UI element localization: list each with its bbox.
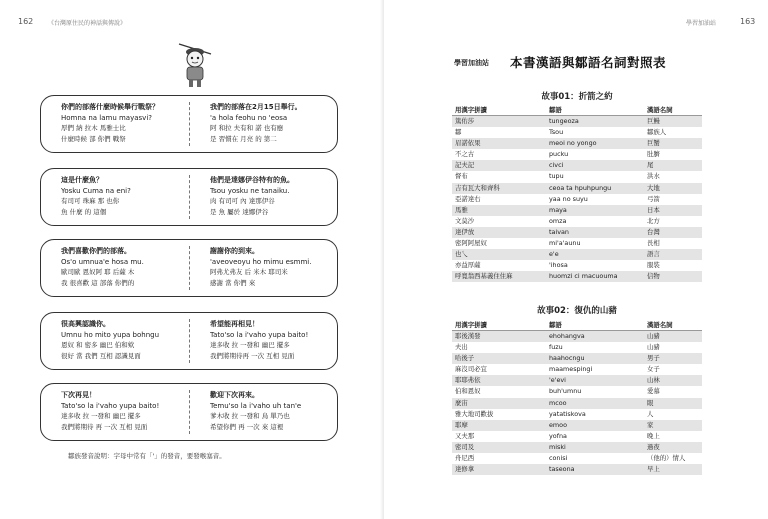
phonetic-cell: 亦益厚薩 [455,261,481,270]
dialogue-line: 達多收 拉 一發和 幽巴 擺多 [210,341,290,349]
table-row [452,138,702,149]
chinese-term-cell: 信物 [644,271,702,282]
dialogue-line: 達多收 拉 一發和 幽巴 擺多 [61,412,141,420]
dialogue-line: Homna na lamu mayasvi? [61,113,152,122]
tsou-word-cell: tupu [549,172,564,181]
page-number-left: 162 [18,17,34,26]
dialogue-line: Yosku Cuma na eni? [61,186,131,195]
tsou-word-cell: e'e [546,249,644,260]
table-row [452,183,702,194]
table-row [452,375,702,386]
chinese-term-cell: 愛慕 [647,387,660,396]
dialogue-sentence: 歡迎下次再來。 [210,391,259,399]
pronunciation-note: 鄒族發音說明：字母中常有「'」的發音，要發喉塞音。 [68,452,226,460]
dialogue-right-column [210,102,345,144]
tsou-word-cell: yaa no suyu [549,194,588,203]
table-row [452,216,702,227]
phonetic-cell: 不之古 [455,150,475,159]
phonetic-cell: 亞諾達右 [455,194,481,203]
tsou-word-cell: ehohangva [546,331,644,343]
chinese-term-cell: 山豬 [647,343,660,352]
tsou-word-cell: mi'a'aunu [549,239,581,248]
dialogue-line: Tato'so la i'vaho yupa baito! [61,401,160,410]
table-row [452,398,702,409]
table-row [452,149,702,160]
chinese-term-cell: 長相 [647,239,660,248]
table-row [452,238,702,249]
chinese-term-cell: 女子 [647,365,660,374]
tsou-word-cell: Tsou [549,128,564,137]
tsou-word-cell: maya [546,205,644,216]
chinese-term-cell: 早上 [644,464,702,475]
vocab-table [452,318,702,475]
dialogue-line: 厚們 納 拉木 馬雅士比 [61,124,126,132]
phonetic-cell: 麻沒司必宜 [455,365,487,374]
column-header: 鄒語 [546,318,644,331]
dialogue-sentence: 下次再見！ [61,391,96,399]
dialogue-line: Os'o umnua'e hosa mu. [61,257,144,266]
tsou-word-cell: 'e'evi [546,375,644,386]
dialogue-bubble [40,168,338,226]
dialogue-left-column [61,390,196,432]
page-number-right: 163 [740,17,756,26]
tsou-word-cell: omza [549,216,567,225]
dialogue-line: Temu'so la i'vaho uh tan'e [210,401,302,410]
tsou-word-cell: taseona [546,464,644,475]
dialogue-line: 肉 有司可 內 達那伊谷 [210,197,275,205]
dialogue-sentence: 我們喜歡你們的部落。 [61,247,131,255]
table-row [452,464,702,475]
dialogue-bubble [40,312,338,370]
table-row [452,271,702,282]
phonetic-cell: 伯和恩奴 [455,387,481,396]
tsou-word-cell: pucku [549,150,569,159]
phonetic-cell: 雅大地司歡拔 [455,409,494,418]
tsou-word-cell: civci [546,160,644,171]
chinese-term-cell: 巨鰻 [644,116,702,128]
chinese-term-cell: 日本 [644,205,702,216]
dialogue-line: 什麼時候 部 你們 戰祭 [61,134,126,143]
dialogue-sentence: 這是什麼魚？ [61,176,103,184]
table-row [452,442,702,453]
column-header: 漢語名詞 [644,318,702,331]
table-row [452,249,702,260]
dialogue-line: 'aveoveoyu ho mimu esmmi. [210,257,312,266]
vocab-header-row [452,103,702,116]
column-header: 漢語名詞 [644,103,702,116]
table-row [452,331,702,343]
table-row [452,386,702,397]
dialogue-line: Tsou yosku ne tanaiku. [210,186,290,195]
chinese-term-cell: 巨蟹 [644,138,702,149]
table-row [452,227,702,238]
table-row [452,409,702,420]
phonetic-cell: 密阿阿屋奴 [455,239,487,248]
dialogue-right-column [210,319,345,361]
dialogue-line: 我們將期待 再 一次 互相 見面 [61,422,148,431]
phonetic-cell: 鄒 [455,128,462,137]
dialogue-sentence: 我們的部落在2月15日舉行。 [210,103,302,111]
tsou-word-cell: emoo [546,420,644,431]
chinese-term-cell: （他的）情人 [647,454,686,463]
dialogue-sentence: 你們的部落什麼時候舉行戰祭？ [61,103,159,111]
chinese-term-cell: 北方 [647,216,660,225]
phonetic-cell: 文莫沙 [455,216,475,225]
table-row [452,171,702,182]
table-row [452,205,702,216]
phonetic-cell: 記夫記 [452,160,546,171]
phonetic-cell: 吉有瓦大和齊科 [452,183,546,194]
dialogue-line: 希望你們 再 一次 來 這裡 [210,422,284,431]
table-row [452,353,702,364]
tsou-word-cell: fuzu [549,343,563,352]
phonetic-cell: 篤佑莎 [452,116,546,128]
table-row [452,453,702,464]
tsou-word-cell: meoi no yongo [546,138,644,149]
phonetic-cell: 耶耶弗依 [452,375,546,386]
running-head-right: 學習加油站 [686,20,717,27]
tsou-word-cell: tungeoza [546,116,644,128]
phonetic-cell: 呼寬翁西基義住住麻 [452,271,546,282]
phonetic-cell: 耶摩 [452,420,546,431]
dialogue-right-column [210,246,345,288]
table-row [452,194,702,205]
tsou-word-cell: yatatiskova [549,409,586,418]
phonetic-cell: 耶後漢發 [452,331,546,343]
phonetic-cell: 督布 [455,172,468,181]
tsou-word-cell: ceoa ta hpuhpungu [546,183,644,194]
dialogue-line: 魚 什麼 的 這個 [61,207,107,216]
dialogue-left-column [61,102,196,144]
chinese-term-cell: 語言 [644,249,702,260]
table-row [452,260,702,271]
dialogue-line: 我們將期待再 一次 互相 見面 [210,351,295,360]
dialogue-right-column [210,390,345,432]
tsou-word-cell: maamespingi [549,365,593,374]
dialogue-bubble [40,95,338,153]
table-row [452,160,702,171]
chinese-term-cell: 台灣 [644,227,702,238]
table-row [452,342,702,353]
chinese-term-cell: 過夜 [644,442,702,453]
dialogue-line: 有司可 珠麻 那 也你 [61,197,120,205]
table-row [452,127,702,138]
dialogue-bubble [40,239,338,297]
chinese-term-cell: 人 [647,409,654,418]
phonetic-cell: 夫出 [455,343,468,352]
dialogue-line: 阿弗尤弗友 后 米木 耶司米 [210,268,288,276]
tsou-word-cell: conisi [549,454,568,463]
tsou-word-cell: taivan [546,227,644,238]
tsou-word-cell: 'ihosa [549,261,568,270]
phonetic-cell: 麼宙 [452,398,546,409]
phonetic-cell: 眉諾依果 [452,138,546,149]
page-title: 本書漢語與鄒語名詞對照表 [510,55,667,70]
tsou-word-cell: yofna [549,431,567,440]
chinese-term-cell: 弓箭 [647,194,660,203]
running-head-left: 《台灣原住民的神話與傳說》 [48,20,127,27]
vocab-table [452,103,702,282]
dialogue-line: 恩奴 和 密多 幽巴 伯和欸 [61,341,135,349]
phonetic-cell: 舟尼西 [455,454,475,463]
dialogue-sentence: 希望能再相見！ [210,320,259,328]
column-header: 鄒語 [546,103,644,116]
table-row [452,364,702,375]
story-section-title: 故事02：復仇的山豬 [537,306,617,316]
mascot-illustration [177,40,213,90]
chinese-term-cell: 大地 [644,183,702,194]
dialogue-line: 很好 當 我們 互相 認識見面 [61,351,141,360]
chinese-term-cell: 鄒族人 [647,128,667,137]
chinese-term-cell: 晚上 [647,431,660,440]
chinese-term-cell: 眼 [644,398,702,409]
dialogue-left-column [61,175,196,217]
tsou-word-cell: buh'umnu [549,387,582,396]
phonetic-cell: 密司及 [452,442,546,453]
dialogue-left-column [61,319,196,361]
story-section-title: 故事01：折箭之約 [541,92,613,102]
tsou-word-cell: mcoo [546,398,644,409]
chinese-term-cell: 山豬 [644,331,702,343]
phonetic-cell: 馬雅 [452,205,546,216]
phonetic-cell: 哈後子 [452,353,546,364]
dialogue-line: 是 魚 屬於 達娜伊谷 [210,207,269,216]
phonetic-cell: 達修拿 [452,464,546,475]
section-tag: 學習加油站 [454,59,489,67]
vocab-header-row [452,318,702,331]
column-header: 用漢字拼讀 [452,103,546,116]
chinese-term-cell: 洪水 [647,172,660,181]
phonetic-cell: 又夫那 [455,431,475,440]
chinese-term-cell: 山林 [644,375,702,386]
dialogue-right-column [210,175,345,217]
dialogue-line: Umnu ho mito yupa bohngu [61,330,160,339]
dialogue-line: 是 習慣在 月亮 的 第二 [210,134,277,143]
chinese-term-cell: 家 [644,420,702,431]
phonetic-cell: 達伊放 [452,227,546,238]
table-row [452,420,702,431]
tsou-word-cell: miski [546,442,644,453]
dialogue-sentence: 他們是達娜伊谷特有的魚。 [210,176,294,184]
chinese-term-cell: 尾 [644,160,702,171]
dialogue-sentence: 很高興認識你。 [61,320,110,328]
dialogue-bubble [40,383,338,441]
dialogue-line: 感謝 當 你們 來 [210,278,256,287]
phonetic-cell: 也乀 [452,249,546,260]
column-header: 用漢字拼讀 [452,318,546,331]
dialogue-line: Tato'so la i'vaho yupa baito! [210,330,309,339]
dialogue-sentence: 謝謝你的到來。 [210,247,259,255]
tsou-word-cell: haahocngu [546,353,644,364]
table-row [452,116,702,128]
dialogue-line: 我 很喜歡 這 部落 你們的 [61,278,135,287]
chinese-term-cell: 男子 [644,353,702,364]
chinese-term-cell: 服裝 [647,261,660,270]
dialogue-line: 阿 和拉 夫有和 諾 也有應 [210,124,284,132]
dialogue-line: 歐司歐 恩奴阿 耶 后薩 木 [61,268,135,276]
dialogue-left-column [61,246,196,288]
dialogue-line: 'a hola feohu no 'eosa [210,113,288,122]
chinese-term-cell: 肚臍 [647,150,660,159]
tsou-word-cell: huomzi ci macuouma [546,271,644,282]
table-row [452,431,702,442]
dialogue-line: 爹木收 拉 一發和 烏 單乃也 [210,412,290,420]
